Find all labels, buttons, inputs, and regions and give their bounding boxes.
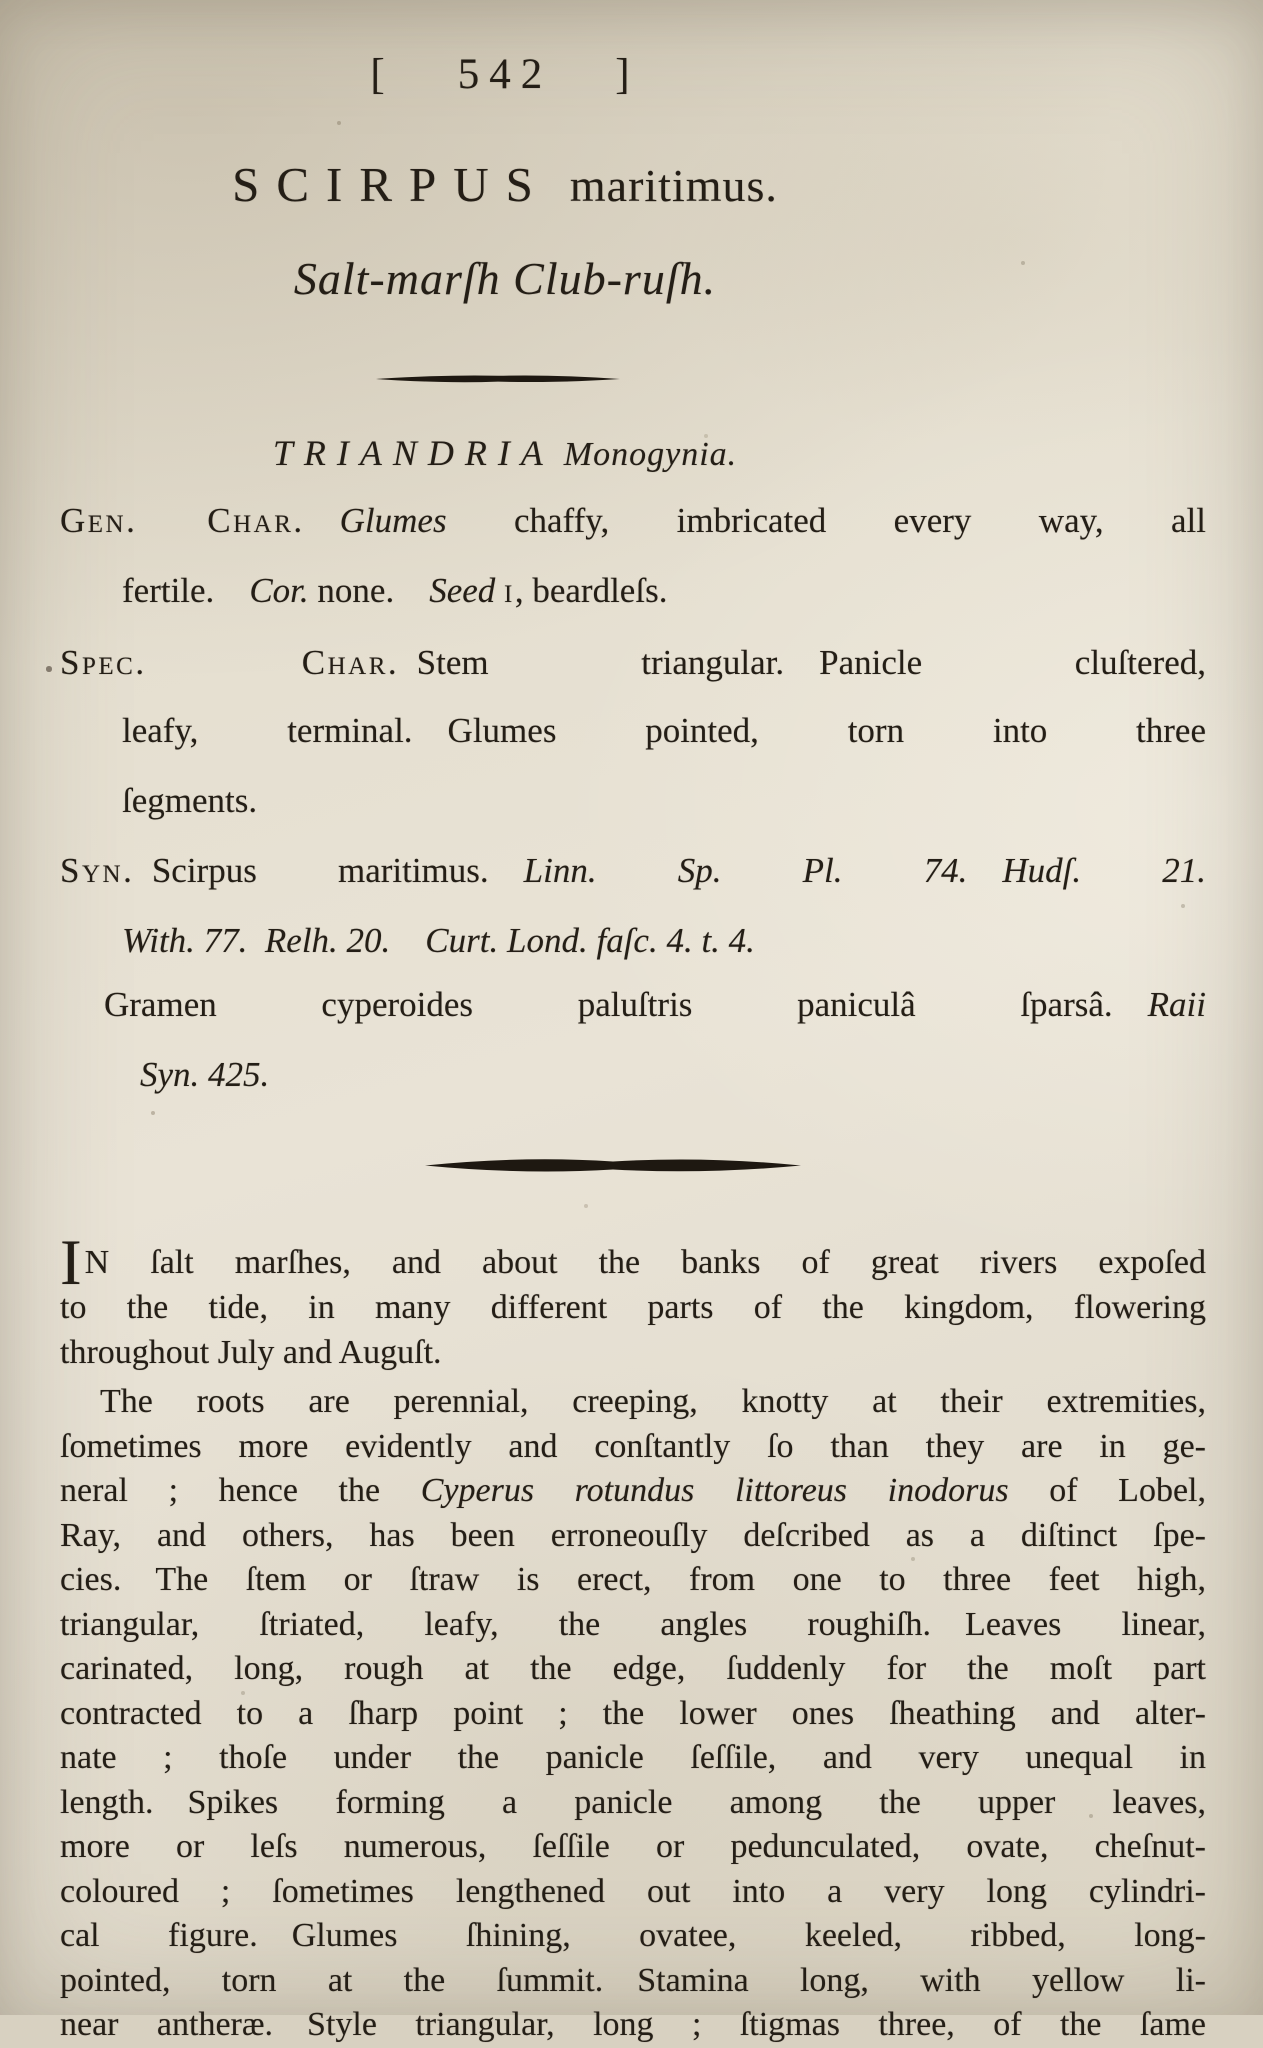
body-line: cies. The ſtem or ſtraw is erect, from one to three feet high, — [60, 1561, 1206, 1598]
body-line-clipped: near antheræ. Style triangular, long ; ſtigmas three, of the ſame — [60, 2006, 1206, 2043]
body-line: pointed, torn at the ſummit. Stamina long, with yellow li- — [60, 1961, 1206, 1999]
body-line: more or leſs numerous, ſeſſile or pedunculated, ovate, cheſnut- — [60, 1828, 1206, 1865]
spec-char-line-3: ſegments. — [122, 781, 258, 820]
genus-name: SCIRPUS — [232, 157, 550, 212]
syn-line-1: Syn. Scirpus maritimus. Linn. Sp. Pl. 74. Hudſ. 21. — [60, 851, 1206, 890]
species-name: maritimus. — [569, 160, 778, 211]
body-paragraph-1 — [60, 1227, 1206, 1375]
linnaean-order: Monogynia. — [563, 436, 738, 473]
gen-char-line-2: fertile. Cor. none. Seed i, beardleſs. — [122, 571, 668, 610]
classification-line — [0, 432, 1010, 474]
body-line: neral ; hence the Cyperus rotundus littoreus inodorus of Lobel, — [60, 1472, 1206, 1509]
paper-specks — [0, 0, 2, 2]
body-line: length. Spikes forming a panicle among the upper leaves, — [60, 1783, 1206, 1821]
body-line: cal figure. Glumes ſhining, ovatee, keeled, ribbed, long- — [60, 1917, 1206, 1954]
common-name: Salt-marſh Club-ruſh. — [293, 253, 717, 304]
body-line: ſometimes more evidently and conſtantly ſo than they are in ge- — [60, 1427, 1206, 1465]
body-line: to the tide, in many different parts of the kingdom, flowering — [60, 1289, 1206, 1326]
syn-line-2: With. 77. Relh. 20. Curt. Lond. faſc. 4. t. 4. — [122, 921, 755, 960]
spec-char-line-2: leafy, terminal. Glumes pointed, torn into three — [122, 711, 1206, 750]
body-line: carinated, long, rough at the edge, ſuddenly for the moſt part — [60, 1650, 1206, 1687]
page-number: [ 542 ] — [370, 51, 640, 98]
body-paragraph-2 — [60, 1380, 1206, 2048]
page-title — [0, 156, 1010, 213]
swelled-rule-top — [375, 374, 621, 384]
spec-char-line-1: Spec. Char. Stem triangular. Panicle cluſtered, — [60, 643, 1206, 682]
syn-line-4: Syn. 425. — [140, 1055, 270, 1094]
syn-line-3: Gramen cyperoides paluſtris paniculâ ſparsâ. Raii — [104, 985, 1206, 1024]
body-line: The roots are perennial, creeping, knotty at their extremities, — [100, 1383, 1206, 1420]
body-line: IN ſalt marſhes, and about the banks of great rivers expoſed — [60, 1227, 1206, 1300]
body-line: contracted to a ſharp point ; the lower ones ſheathing and alter- — [60, 1694, 1206, 1732]
swelled-rule-middle — [424, 1158, 802, 1173]
body-line: nate ; thoſe under the panicle ſeſſile, and very unequal in — [60, 1739, 1206, 1776]
body-line: Ray, and others, has been erroneouſly deſcribed as a diſtinct ſpe- — [60, 1516, 1206, 1554]
body-line: coloured ; ſometimes lengthened out into a very long cylindri- — [60, 1872, 1206, 1910]
gen-char-line-1: Gen. Char. Glumes chaffy, imbricated every way, all — [60, 501, 1206, 540]
body-line: triangular, ſtriated, leafy, the angles roughiſh. Leaves linear, — [60, 1605, 1206, 1643]
linnaean-class: TRIANDRIA — [272, 433, 554, 473]
body-line: throughout July and Auguſt. — [60, 1334, 442, 1371]
